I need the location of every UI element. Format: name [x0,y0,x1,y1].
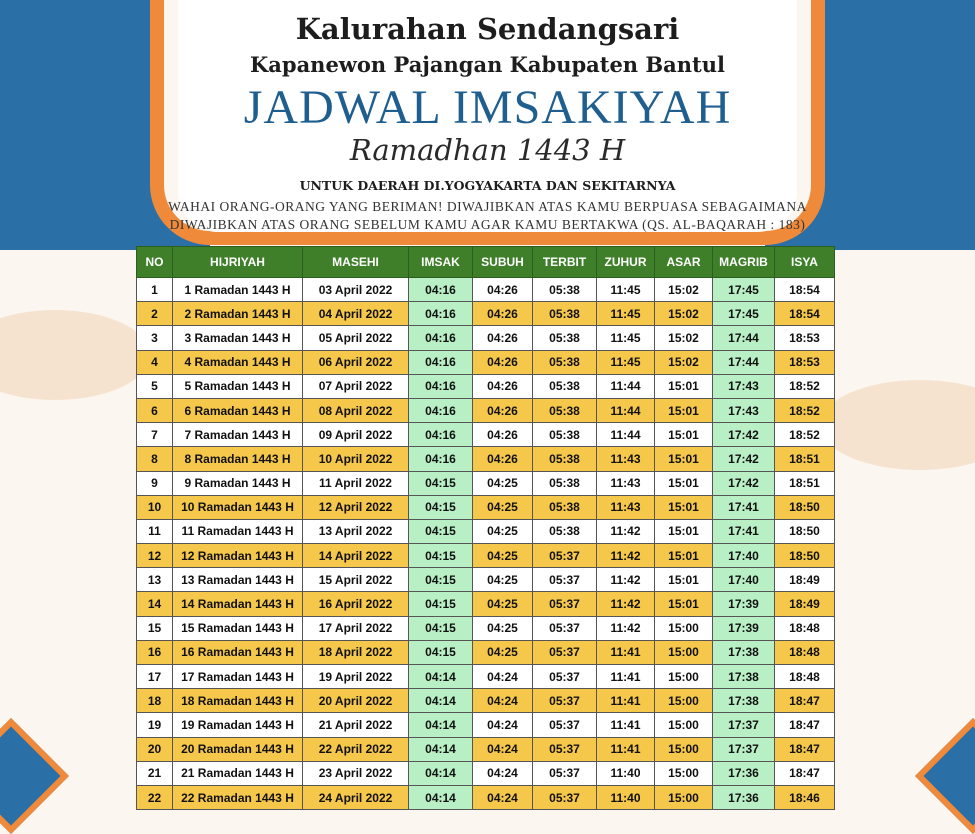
cell-hijriyah: 11 Ramadan 1443 H [173,519,303,543]
cell-magrib: 17:36 [713,761,775,785]
cell-terbit: 05:38 [533,519,597,543]
table-row [137,398,835,422]
cell-imsak: 04:15 [409,616,473,640]
table-row [137,423,835,447]
cell-no: 13 [137,568,173,592]
cell-subuh: 04:24 [473,689,533,713]
cell-subuh: 04:26 [473,326,533,350]
cell-magrib: 17:42 [713,423,775,447]
cell-magrib: 17:44 [713,326,775,350]
cell-subuh: 04:24 [473,761,533,785]
cell-zuhur: 11:40 [597,761,655,785]
cloud-decoration [820,380,975,470]
cell-hijriyah: 20 Ramadan 1443 H [173,737,303,761]
cell-terbit: 05:37 [533,568,597,592]
cell-no: 6 [137,398,173,422]
cell-masehi: 23 April 2022 [303,761,409,785]
cell-subuh: 04:26 [473,398,533,422]
cell-subuh: 04:24 [473,713,533,737]
cell-magrib: 17:45 [713,278,775,302]
cell-terbit: 05:38 [533,350,597,374]
cell-masehi: 17 April 2022 [303,616,409,640]
cell-terbit: 05:37 [533,640,597,664]
cell-imsak: 04:15 [409,640,473,664]
cell-zuhur: 11:41 [597,737,655,761]
cell-asar: 15:01 [655,471,713,495]
page-subtitle: Ramadhan 1443 H [349,133,626,167]
table-row [137,737,835,761]
cell-hijriyah: 2 Ramadan 1443 H [173,302,303,326]
cell-masehi: 18 April 2022 [303,640,409,664]
column-header-magrib: MAGRIB [713,247,775,278]
district-name: Kapanewon Pajangan Kabupaten Bantul [250,52,725,77]
column-header-subuh: SUBUH [473,247,533,278]
cell-subuh: 04:25 [473,640,533,664]
cell-masehi: 24 April 2022 [303,785,409,809]
cell-terbit: 05:38 [533,278,597,302]
cell-terbit: 05:37 [533,689,597,713]
table-row [137,544,835,568]
cell-terbit: 05:38 [533,374,597,398]
cell-magrib: 17:38 [713,689,775,713]
cell-masehi: 03 April 2022 [303,278,409,302]
cell-imsak: 04:14 [409,713,473,737]
cell-asar: 15:02 [655,350,713,374]
cell-imsak: 04:15 [409,495,473,519]
cell-subuh: 04:26 [473,302,533,326]
cell-zuhur: 11:44 [597,374,655,398]
cell-no: 18 [137,689,173,713]
column-header-zuhur: ZUHUR [597,247,655,278]
cell-hijriyah: 6 Ramadan 1443 H [173,398,303,422]
cell-subuh: 04:25 [473,592,533,616]
cell-isya: 18:53 [775,350,835,374]
table-row [137,350,835,374]
cell-isya: 18:54 [775,302,835,326]
cell-magrib: 17:41 [713,495,775,519]
cell-zuhur: 11:40 [597,785,655,809]
cell-asar: 15:02 [655,302,713,326]
cell-zuhur: 11:42 [597,592,655,616]
cell-zuhur: 11:41 [597,640,655,664]
cell-imsak: 04:15 [409,592,473,616]
column-header-no: NO [137,247,173,278]
cell-terbit: 05:38 [533,471,597,495]
table-row [137,278,835,302]
cell-hijriyah: 12 Ramadan 1443 H [173,544,303,568]
cell-zuhur: 11:45 [597,302,655,326]
cell-asar: 15:01 [655,544,713,568]
cell-hijriyah: 8 Ramadan 1443 H [173,447,303,471]
cell-no: 20 [137,737,173,761]
table-row [137,785,835,809]
cell-asar: 15:01 [655,398,713,422]
cell-isya: 18:48 [775,616,835,640]
cell-asar: 15:00 [655,761,713,785]
cell-zuhur: 11:43 [597,471,655,495]
cell-masehi: 15 April 2022 [303,568,409,592]
cell-isya: 18:48 [775,665,835,689]
table-row [137,616,835,640]
cell-zuhur: 11:41 [597,713,655,737]
cell-imsak: 04:16 [409,302,473,326]
cell-no: 16 [137,640,173,664]
cell-masehi: 11 April 2022 [303,471,409,495]
cell-no: 22 [137,785,173,809]
ornament-left-icon [0,718,69,834]
cell-magrib: 17:41 [713,519,775,543]
cell-isya: 18:47 [775,713,835,737]
page-title: JADWAL IMSAKIYAH [243,81,732,134]
cell-zuhur: 11:45 [597,326,655,350]
cell-subuh: 04:25 [473,495,533,519]
cell-no: 11 [137,519,173,543]
cell-isya: 18:47 [775,689,835,713]
cell-no: 8 [137,447,173,471]
cell-zuhur: 11:44 [597,398,655,422]
cell-subuh: 04:24 [473,665,533,689]
cell-terbit: 05:37 [533,737,597,761]
cell-terbit: 05:37 [533,785,597,809]
cell-terbit: 05:37 [533,665,597,689]
cell-subuh: 04:24 [473,737,533,761]
cell-imsak: 04:16 [409,447,473,471]
cell-hijriyah: 18 Ramadan 1443 H [173,689,303,713]
cell-subuh: 04:25 [473,544,533,568]
cell-asar: 15:01 [655,374,713,398]
cell-magrib: 17:42 [713,471,775,495]
cell-magrib: 17:37 [713,737,775,761]
cell-zuhur: 11:41 [597,665,655,689]
cell-imsak: 04:15 [409,519,473,543]
cell-isya: 18:51 [775,471,835,495]
cell-magrib: 17:38 [713,665,775,689]
column-header-terbit: TERBIT [533,247,597,278]
cell-terbit: 05:37 [533,713,597,737]
cell-isya: 18:47 [775,737,835,761]
cell-magrib: 17:39 [713,592,775,616]
cell-terbit: 05:38 [533,495,597,519]
table-row [137,568,835,592]
cell-no: 17 [137,665,173,689]
cell-masehi: 04 April 2022 [303,302,409,326]
cell-masehi: 12 April 2022 [303,495,409,519]
cell-zuhur: 11:42 [597,519,655,543]
table-row [137,640,835,664]
cell-subuh: 04:26 [473,278,533,302]
cell-asar: 15:00 [655,665,713,689]
cell-subuh: 04:26 [473,374,533,398]
cell-no: 19 [137,713,173,737]
cell-masehi: 06 April 2022 [303,350,409,374]
cell-isya: 18:50 [775,544,835,568]
cell-asar: 15:00 [655,616,713,640]
cell-zuhur: 11:45 [597,350,655,374]
cell-isya: 18:52 [775,374,835,398]
cell-isya: 18:47 [775,761,835,785]
cell-no: 12 [137,544,173,568]
cell-subuh: 04:25 [473,568,533,592]
column-header-masehi: MASEHI [303,247,409,278]
cell-asar: 15:00 [655,737,713,761]
ornament-right-icon [915,718,975,834]
cell-zuhur: 11:42 [597,616,655,640]
cell-imsak: 04:16 [409,374,473,398]
cell-hijriyah: 19 Ramadan 1443 H [173,713,303,737]
cell-zuhur: 11:43 [597,447,655,471]
table-row [137,302,835,326]
cell-imsak: 04:15 [409,544,473,568]
table-row [137,689,835,713]
cell-no: 21 [137,761,173,785]
cell-masehi: 10 April 2022 [303,447,409,471]
village-name: Kalurahan Sendangsari [295,12,680,46]
table-row [137,495,835,519]
cell-terbit: 05:38 [533,302,597,326]
cell-masehi: 13 April 2022 [303,519,409,543]
cell-hijriyah: 1 Ramadan 1443 H [173,278,303,302]
cell-isya: 18:52 [775,423,835,447]
cell-hijriyah: 14 Ramadan 1443 H [173,592,303,616]
cell-magrib: 17:40 [713,544,775,568]
verse-line-1: WAHAI ORANG-ORANG YANG BERIMAN! DIWAJIBKAN ATAS KAMU BERPUASA SEBAGAIMANA [168,199,807,214]
cell-subuh: 04:26 [473,447,533,471]
cell-asar: 15:01 [655,568,713,592]
cell-hijriyah: 4 Ramadan 1443 H [173,350,303,374]
cell-terbit: 05:38 [533,326,597,350]
cell-imsak: 04:14 [409,665,473,689]
cell-magrib: 17:37 [713,713,775,737]
cell-zuhur: 11:42 [597,568,655,592]
cell-imsak: 04:16 [409,398,473,422]
cell-magrib: 17:43 [713,374,775,398]
cell-hijriyah: 22 Ramadan 1443 H [173,785,303,809]
cell-isya: 18:52 [775,398,835,422]
cell-masehi: 08 April 2022 [303,398,409,422]
table-row [137,471,835,495]
cell-isya: 18:46 [775,785,835,809]
cell-imsak: 04:14 [409,761,473,785]
cell-hijriyah: 21 Ramadan 1443 H [173,761,303,785]
imsakiyah-table [136,246,835,810]
cell-no: 15 [137,616,173,640]
cell-isya: 18:49 [775,592,835,616]
cell-subuh: 04:26 [473,350,533,374]
cell-magrib: 17:39 [713,616,775,640]
cell-magrib: 17:44 [713,350,775,374]
cell-isya: 18:51 [775,447,835,471]
cell-asar: 15:00 [655,713,713,737]
cell-asar: 15:01 [655,423,713,447]
cell-subuh: 04:25 [473,471,533,495]
cell-no: 7 [137,423,173,447]
cell-imsak: 04:14 [409,737,473,761]
cell-masehi: 22 April 2022 [303,737,409,761]
cell-isya: 18:50 [775,495,835,519]
cell-magrib: 17:40 [713,568,775,592]
table-row [137,374,835,398]
cell-zuhur: 11:45 [597,278,655,302]
column-header-isya: ISYA [775,247,835,278]
cell-asar: 15:00 [655,785,713,809]
cell-zuhur: 11:42 [597,544,655,568]
cell-terbit: 05:37 [533,544,597,568]
cell-asar: 15:00 [655,689,713,713]
table-row [137,519,835,543]
cell-isya: 18:48 [775,640,835,664]
cell-isya: 18:50 [775,519,835,543]
cell-zuhur: 11:43 [597,495,655,519]
cell-magrib: 17:38 [713,640,775,664]
cell-zuhur: 11:41 [597,689,655,713]
cloud-decoration [0,310,150,400]
table-row [137,665,835,689]
cell-isya: 18:53 [775,326,835,350]
verse-line-2: DIWAJIBKAN ATAS ORANG SEBELUM KAMU AGAR KAMU BERTAKWA (QS. AL-BAQARAH : 183) [169,217,806,232]
cell-hijriyah: 9 Ramadan 1443 H [173,471,303,495]
cell-magrib: 17:42 [713,447,775,471]
table-row [137,761,835,785]
cell-masehi: 09 April 2022 [303,423,409,447]
cell-subuh: 04:25 [473,519,533,543]
cell-hijriyah: 17 Ramadan 1443 H [173,665,303,689]
cell-magrib: 17:36 [713,785,775,809]
cell-asar: 15:01 [655,495,713,519]
cell-asar: 15:02 [655,278,713,302]
cell-hijriyah: 10 Ramadan 1443 H [173,495,303,519]
cell-imsak: 04:15 [409,471,473,495]
cell-hijriyah: 16 Ramadan 1443 H [173,640,303,664]
cell-subuh: 04:25 [473,616,533,640]
cell-terbit: 05:38 [533,423,597,447]
cell-masehi: 21 April 2022 [303,713,409,737]
table-row [137,713,835,737]
cell-no: 3 [137,326,173,350]
column-header-imsak: IMSAK [409,247,473,278]
table-row [137,447,835,471]
cell-hijriyah: 15 Ramadan 1443 H [173,616,303,640]
cell-magrib: 17:43 [713,398,775,422]
cell-imsak: 04:15 [409,568,473,592]
cell-isya: 18:54 [775,278,835,302]
cell-terbit: 05:38 [533,398,597,422]
cell-hijriyah: 7 Ramadan 1443 H [173,423,303,447]
cell-asar: 15:01 [655,447,713,471]
cell-magrib: 17:45 [713,302,775,326]
quran-verse [0,198,975,234]
cell-terbit: 05:37 [533,592,597,616]
cell-no: 9 [137,471,173,495]
cell-imsak: 04:16 [409,326,473,350]
cell-no: 2 [137,302,173,326]
cell-asar: 15:02 [655,326,713,350]
cell-asar: 15:00 [655,640,713,664]
cell-asar: 15:01 [655,519,713,543]
cell-hijriyah: 3 Ramadan 1443 H [173,326,303,350]
cell-masehi: 16 April 2022 [303,592,409,616]
cell-masehi: 05 April 2022 [303,326,409,350]
cell-asar: 15:01 [655,592,713,616]
cell-imsak: 04:16 [409,423,473,447]
cell-imsak: 04:16 [409,278,473,302]
cell-imsak: 04:16 [409,350,473,374]
region-caption: UNTUK DAERAH DI.YOGYAKARTA DAN SEKITARNYA [299,178,676,193]
table-header-row [137,247,835,278]
table-row [137,326,835,350]
cell-masehi: 19 April 2022 [303,665,409,689]
cell-no: 1 [137,278,173,302]
cell-masehi: 07 April 2022 [303,374,409,398]
cell-masehi: 20 April 2022 [303,689,409,713]
cell-masehi: 14 April 2022 [303,544,409,568]
cell-hijriyah: 13 Ramadan 1443 H [173,568,303,592]
cell-terbit: 05:37 [533,761,597,785]
column-header-asar: ASAR [655,247,713,278]
table-row [137,592,835,616]
cell-no: 4 [137,350,173,374]
cell-subuh: 04:26 [473,423,533,447]
cell-no: 14 [137,592,173,616]
cell-terbit: 05:37 [533,616,597,640]
cell-no: 10 [137,495,173,519]
cell-zuhur: 11:44 [597,423,655,447]
cell-isya: 18:49 [775,568,835,592]
cell-hijriyah: 5 Ramadan 1443 H [173,374,303,398]
cell-imsak: 04:14 [409,785,473,809]
column-header-hijriyah: HIJRIYAH [173,247,303,278]
cell-imsak: 04:14 [409,689,473,713]
table-body [137,278,835,810]
cell-terbit: 05:38 [533,447,597,471]
cell-subuh: 04:24 [473,785,533,809]
cell-no: 5 [137,374,173,398]
